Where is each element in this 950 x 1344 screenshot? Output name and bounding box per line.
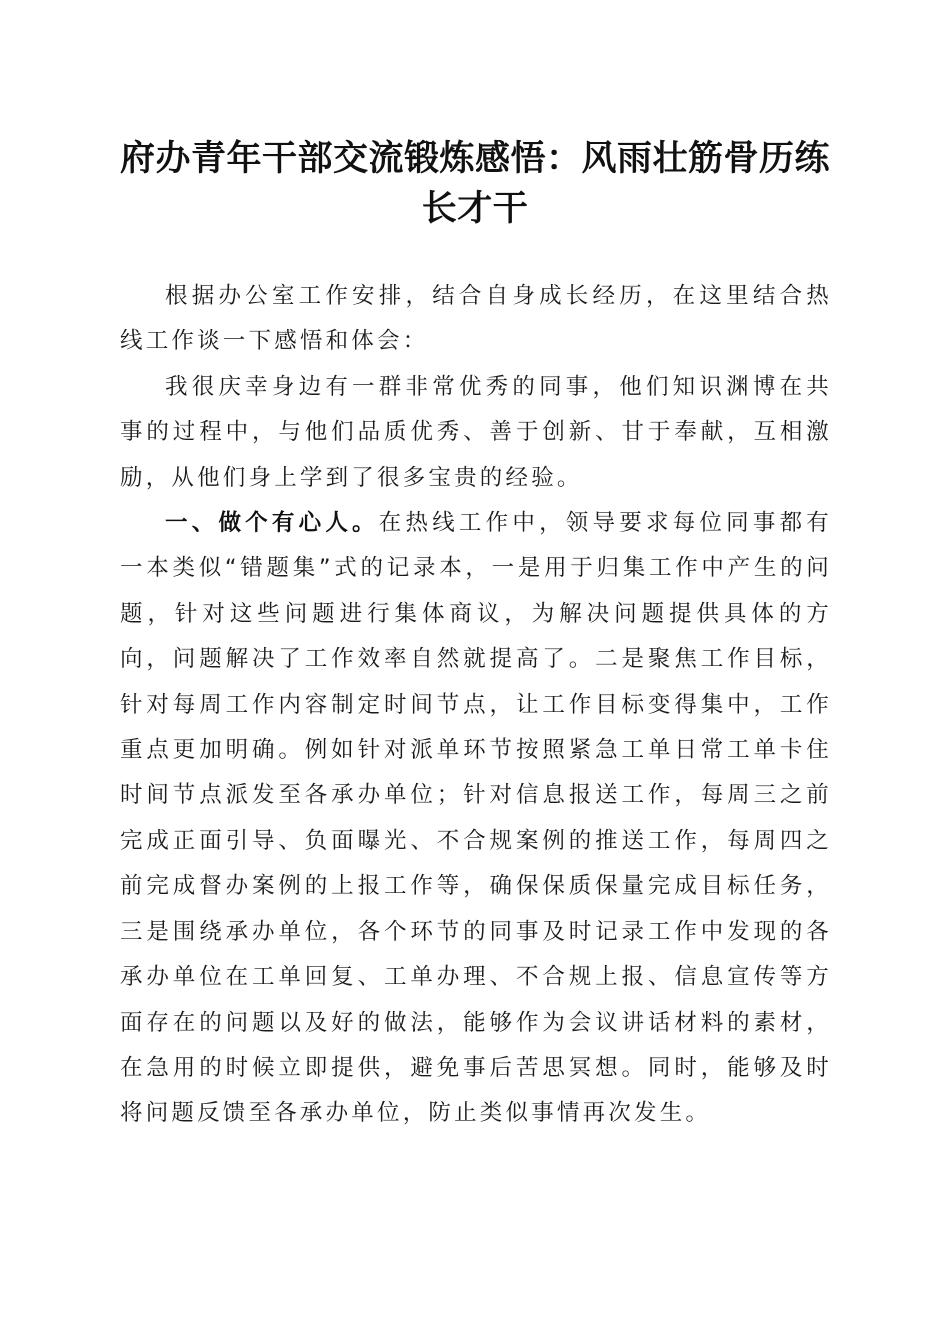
document-body <box>120 274 832 1137</box>
paragraph-intro: 根据办公室工作安排，结合自身成长经历，在这里结合热线工作谈一下感悟和体会： <box>120 283 832 355</box>
section-1-heading: 一、做个有心人。 <box>165 510 379 537</box>
section-1-text: 在热线工作中，领导要求每位同事都有一本类似“错题集”式的记录本，一是用于归集工作中产生的问题，针对这些问题进行集体商议，为解决问题提供具体的方向，问题解决了工作效率自然就提高了。二是聚焦工作目标，针对每周工作内容制定时间节点，让工作目标变得集中，工作重点更加明确。例如针对派单环节按照紧急工单日常工单卡住时间节点派发至各承办单位；针对信息报送工作，每周三之前完成正面引导、负面曝光、不合规案例的推送工作，每周四之前完成督办案例的上报工作等，确保保质保量完成目标任务，三是围绕承办单位，各个环节的同事及时记录工作中发现的各承办单位在工单回复、工单办理、不合规上报、信息宣传等方面存在的问题以及好的做法，能够作为会议讲话材料的素材，在急用的时候立即提供，避免事后苦思冥想。同时，能够及时将问题反馈至各承办单位，防止类似事情再次发生。 <box>120 510 832 1127</box>
document-title: 府办青年干部交流锻炼感悟：风雨壮筋骨历练长才干 <box>119 138 830 229</box>
paragraph-colleagues: 我很庆幸身边有一群非常优秀的同事，他们知识渊博在共事的过程中，与他们品质优秀、善于创新、甘于奉献，互相激励，从他们身上学到了很多宝贵的经验。 <box>120 373 832 491</box>
paragraph-section-1 <box>120 501 832 1137</box>
